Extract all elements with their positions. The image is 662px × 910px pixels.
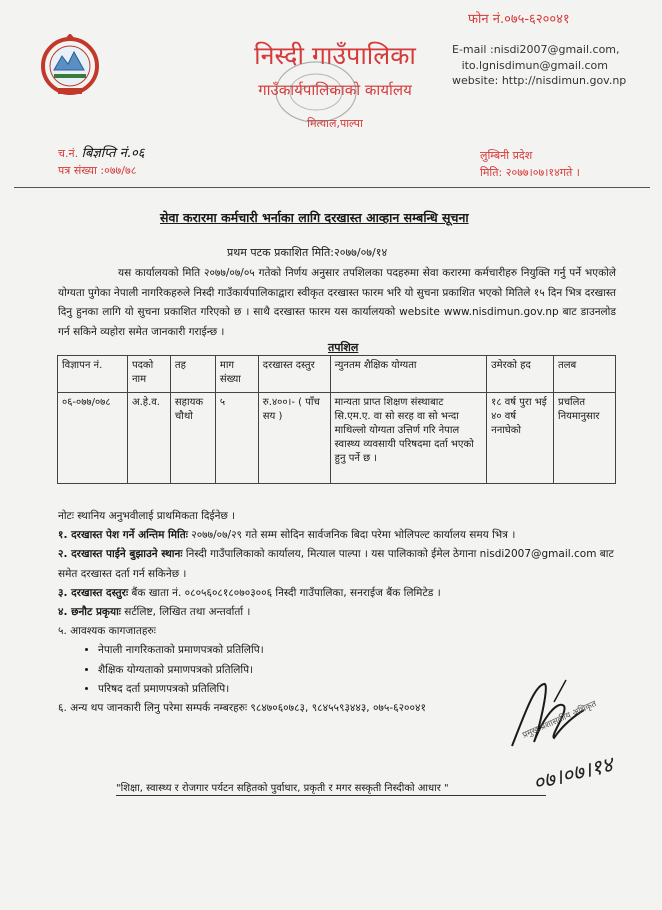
- notice-subject: सेवा करारमा कर्मचारी भर्नाका लागि दरखास्त आव्हान सम्बन्धि सूचना: [160, 210, 469, 225]
- header-cell: माग संख्या: [215, 356, 258, 393]
- phone-number: फोन नं.०७५-६२००४१: [468, 12, 570, 27]
- list-item: • शैक्षिक योग्यताको प्रमाणपत्रको प्रतिलिपि।: [98, 661, 628, 680]
- intro-paragraph: यस कार्यालयको मिति २०७७/०७/०५ गतेको निर्णय अनुसार तपशिलका पदहरुमा सेवा करारमा कर्मचारीहरु नियुक्ति गर्नु पर्ने भएकोले योग्यता पुगेका नेपाली नागरिकहरुले निस्दी गाउँकार्यपालिकाद्वारा स्वीकृत दरखास्त फारम भरि यो सुचना प्रकाशित भएको मितिले १५ दिन भित्र दरखास्त दिनु हुनका लागि यो सुचना प्रकाशित गरिएको छ । साथै दरखास्त फारम यस कार्यालयको website www.nisdimun.gov.np बाट डाउनलोड गर्न सकिने व्यहोरा समेत जानकारी गराईन्छ ।: [58, 267, 616, 338]
- office-title: निस्दी गाउँपालिका: [254, 41, 416, 70]
- notes-item-4: [58, 603, 628, 622]
- item-label: २. दरखास्त पाईने बुझाउने स्थानः: [58, 548, 183, 561]
- notes-item-1: [58, 526, 628, 545]
- handwritten-date: ०७।०७।१४: [530, 752, 616, 796]
- header-cell: विज्ञापन नं.: [58, 356, 128, 393]
- signature-stamp-text: प्रमुख प्रशासकीय अधिकृत: [521, 699, 599, 741]
- office-subtitle: गाउँकार्यपालिकाको कार्यालय: [258, 81, 412, 99]
- website-line: website: http://nisdimun.gov.np: [452, 74, 627, 87]
- office-location: मित्याल,पाल्पा: [307, 117, 363, 130]
- table-cell: सहायक चौथो: [170, 393, 215, 484]
- item-label: १. दरखास्त पेश गर्ने अन्तिम मितिः: [58, 529, 188, 542]
- notes-item-3: [58, 584, 628, 603]
- item-text: बैंक खाता नं. ०८०५६०८१८०७०३००६ निस्दी गाउँपालिका, सनराईज बैंक लिमिटेड ।: [131, 586, 441, 599]
- table-cell: मान्यता प्राप्त शिक्षण संस्थाबाट सि.एम.ए. वा सो सरह वा सो भन्दा माथिल्लो योग्यता उत्तिर्ण गरि नेपाल स्वास्थ्य व्यवसायी परिषदमा दर्ता भएको हुनु पर्ने छ ।: [330, 393, 486, 484]
- reference-block: [58, 145, 145, 179]
- cha-na-label: च.नं.: [58, 147, 79, 160]
- table-cell: प्रचलित नियमानुसार: [554, 393, 616, 484]
- table-caption: तपशिल: [328, 341, 359, 354]
- notes-item-5: ५. आवश्यक कागजातहरुः: [58, 625, 156, 638]
- email-line-2: ito.lgnisdimun@gmail.com: [461, 58, 608, 72]
- item-text: सर्टलिष्ट, लिखित तथा अन्तर्वार्ता ।: [124, 606, 251, 619]
- office-round-stamp: [268, 56, 364, 126]
- contact-info: [452, 42, 627, 89]
- table-cell: अ.हे.व.: [127, 393, 170, 484]
- nepal-emblem-logo: [40, 34, 100, 100]
- item-label: ४. छनौट प्रकृयाः: [58, 606, 121, 619]
- item-text: २०७७/०७/२९ गते सम्म सोदिन सार्वजनिक बिदा परेमा भोलिपल्ट कार्यालय समय भित्र ।: [191, 529, 516, 542]
- header-cell: न्युनतम शैक्षिक योग्यता: [330, 356, 486, 393]
- note-line: नोटः स्थानिय अनुभवीलाई प्राथमिकता दिईनेछ ।: [58, 510, 236, 522]
- notes-item-2: [58, 545, 628, 583]
- header-cell: पदको नाम: [127, 356, 170, 393]
- notes-item-6: ६. अन्य थप जानकारी लिनु परेमा सम्पर्क नम्बरहरुः ९८४७०६०७८३, ९८४५५९३४४३, ०७५-६२००४१: [58, 702, 426, 715]
- item-text: निस्दी गाउँपालिकाको कार्यालय, मित्याल पाल्पा । यस पालिकाको ईमेल ठेगाना nisdi2007@gmail.com बाट समेत दरखास्त दर्ता गर्न सकिनेछ ।: [58, 548, 614, 580]
- letter-date: मिति: २०७७।०७।१४गते ।: [480, 166, 580, 179]
- header-cell: तह: [170, 356, 215, 393]
- email-line-1: E-mail :nisdi2007@gmail.com,: [452, 43, 620, 56]
- header-divider: [14, 187, 650, 188]
- list-item: • परिषद दर्ता प्रमाणपत्रको प्रतिलिपि।: [98, 680, 628, 699]
- item-label: ३. दरखास्त दस्तुरः: [58, 586, 129, 599]
- province-date-block: [480, 147, 580, 181]
- header-cell: उमेरको हद: [487, 356, 554, 393]
- patra-sankhya: पत्र संख्या :०७७/७८: [58, 164, 137, 177]
- header-cell: दरखास्त दस्तुर: [258, 356, 330, 393]
- table-row: [58, 393, 616, 484]
- slogan: "शिक्षा, स्वास्थ्य र रोजगार पर्यटन सहितको पुर्वाधार, प्रकृती र मगर सस्कृती निस्दीको आधार ": [116, 780, 546, 796]
- table-cell: रु.४००।- ( पाँच सय ): [258, 393, 330, 484]
- signature-stamp: [504, 676, 634, 758]
- table-cell: १८ वर्ष पुरा भई ४० वर्ष ननाघेको: [487, 393, 554, 484]
- table-cell: ०६-०७७/०७८: [58, 393, 128, 484]
- list-item: • नेपाली नागरिकताको प्रमाणपत्रको प्रतिलिपि।: [98, 641, 628, 660]
- cha-na-handwritten: बिज्ञप्ति नं.०६: [81, 146, 145, 161]
- province-name: लुम्बिनी प्रदेश: [480, 149, 533, 162]
- table-header-row: [58, 356, 616, 393]
- table-cell: ५: [215, 393, 258, 484]
- vacancy-table: [57, 355, 616, 484]
- header-cell: तलब: [554, 356, 616, 393]
- published-date: प्रथम पटक प्रकाशित मिति:२०७७/०७/१४: [227, 246, 388, 259]
